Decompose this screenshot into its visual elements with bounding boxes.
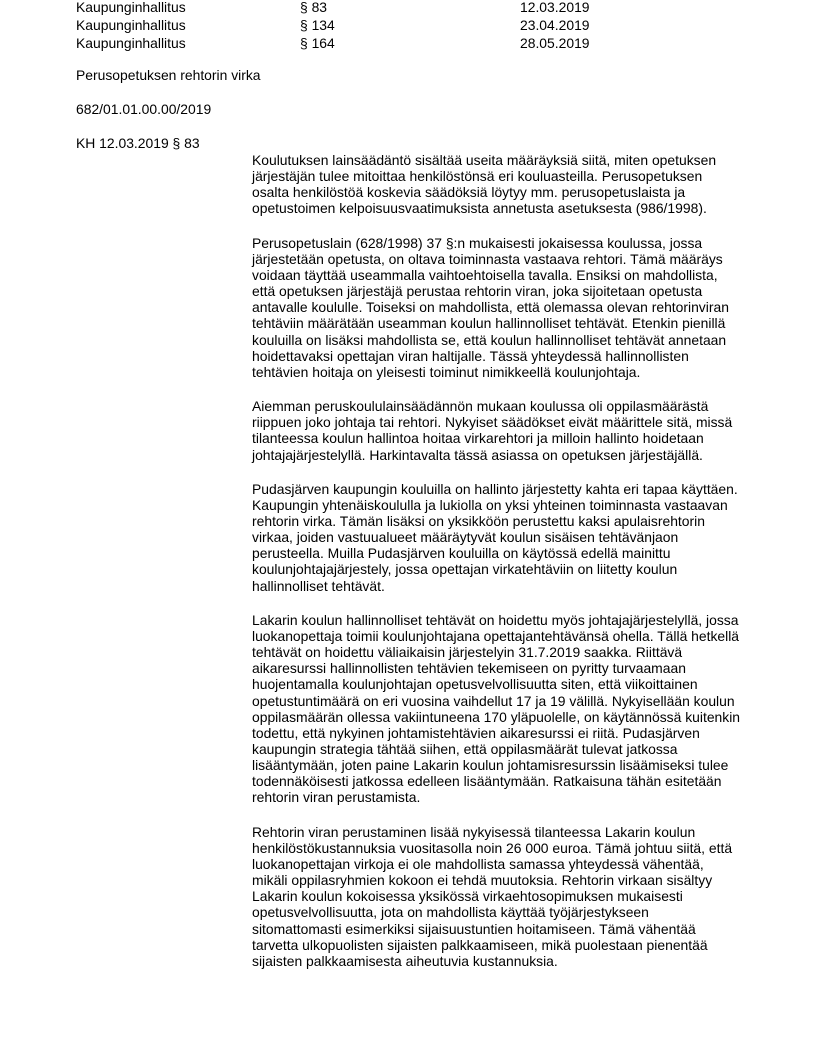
record-id: 682/01.01.00.00/2019 <box>76 101 212 117</box>
history-row <box>76 0 776 16</box>
history-body: Kaupunginhallitus <box>76 17 186 33</box>
history-row <box>76 16 776 34</box>
history-row <box>76 34 776 52</box>
body-paragraph: Aiemman peruskoululainsäädännön mukaan koulussa oli oppilasmäärästä riippuen joko johtaja tai rehtori. Nykyiset säädökset eivät määrittele sitä, missä tilanteessa koulun hallintoa hoitaa virkarehtori ja milloin hallinto hoidetaan johtajajärjestelyllä. Harkintavalta tässä asiassa on opetuksen järjestäjällä. <box>252 398 733 463</box>
history-section: § 83 <box>300 0 328 15</box>
meeting-reference: KH 12.03.2019 § 83 <box>76 135 200 151</box>
body-paragraph: Lakarin koulun hallinnolliset tehtävät on hoidettu myös johtajajärjestelyllä, jossa luokanopettaja toimii koulunjohtajana opettajantehtävänsä ohella. Tällä hetkellä tehtävät on hoidettu väliaikaisin järjestelyin 31.7.2019 saakka. Riittävä aikaresurssi hallinnollisten tehtävien tekemiseen on pyritty turvaamaan huojentamalla koulunjohtajan opetusvelvollisuutta siten, että viikoittainen opetustuntimäärä on eri vuosina vaihdellut 17 ja 19 välillä. Nykyisellään koulun oppilasmäärän ollessa vakiintuneena 170 yläpuolelle, on käytännössä kuitenkin todettu, että nykyinen johtamistehtävien aikaresurssi ei riitä. Pudasjärven kaupungin strategia tähtää siihen, että oppilasmäärät tulevat jatkossa lisääntymään, joten paine Lakarin koulun johtamisresurssin lisäämiseksi tulee todennäköisesti jatkossa edelleen lisääntymään. Ratkaisuna tähän esitetään rehtorin viran perustamista. <box>252 611 741 806</box>
decision-history-table <box>76 0 776 52</box>
document-body <box>252 152 742 987</box>
body-paragraph: Pudasjärven kaupungin kouluilla on hallinto järjestetty kahta eri tapaa käyttäen. Kaupungin yhtenäiskoululla ja lukiolla on yksi yhteinen toiminnasta vastaavan rehtorin virka. Tämän lisäksi on yksikköön perustettu kaksi apulaisrehtorin virkaa, joiden vastuualueet määräytyvät koulun sisäisen tehtävänjaon perusteella. Muilla Pudasjärven kouluilla on käytössä edellä mainittu koulunjohtajajärjestely, jossa opettajan virkatehtäviin on liitetty koulun hallinnolliset tehtävät. <box>252 480 738 594</box>
history-body: Kaupunginhallitus <box>76 35 186 51</box>
history-body: Kaupunginhallitus <box>76 0 186 15</box>
document-title: Perusopetuksen rehtorin virka <box>76 67 261 83</box>
history-section: § 134 <box>300 17 335 33</box>
history-date: 23.04.2019 <box>520 17 590 33</box>
history-date: 12.03.2019 <box>520 0 590 15</box>
history-section: § 164 <box>300 35 335 51</box>
body-paragraph: Koulutuksen lainsäädäntö sisältää useita määräyksiä siitä, miten opetuksen järjestäjän tulee mitoittaa henkilöstönsä eri kouluasteilla. Perusopetuksen osalta henkilöstöä koskevia säädöksiä löytyy mm. perusopetuslaista ja opetustoimen kelpoisuusvaatimuksista annetusta asetuksesta (986/1998). <box>252 152 717 217</box>
history-date: 28.05.2019 <box>520 35 590 51</box>
body-paragraph: Perusopetuslain (628/1998) 37 §:n mukaisesti jokaisessa koulussa, jossa järjestetään opetusta, on oltava toiminnasta vastaava rehtori. Tämä määräys voidaan täyttää useammalla vaihtoehtoisella tavalla. Ensiksi on mahdollista, että opetuksen järjestäjä perustaa rehtorin viran, joka sijoitetaan opetusta antavalle koululle. Toiseksi on mahdollista, että olemassa olevan rehtorinviran tehtäviin määrätään useamman koulun hallinnolliset tehtävät. Etenkin pienillä kouluilla on lisäksi mahdollista se, että koulun hallinnolliset tehtävät annetaan hoidettavaksi opettajan viran haltijalle. Tässä yhteydessä hallinnollisten tehtävien hoitaja on yleisesti toiminut nimikkeellä koulunjohtaja. <box>252 234 729 380</box>
body-paragraph: Rehtorin viran perustaminen lisää nykyisessä tilanteessa Lakarin koulun henkilöstökustannuksia vuositasolla noin 26 000 euroa. Tämä johtuu siitä, että luokanopettajan virkoja ei ole mahdollista samassa yhteydessä vähentää, mikäli oppilasryhmien kokoon ei tehdä muutoksia. Rehtorin virkaan sisältyy Lakarin koulun kokoisessa yksikössä virkaehtosopimuksen mukaisesti opetusvelvollisuutta, jota on mahdollista käyttää työjärjestykseen sitomattomasti esimerkiksi sijaisuustuntien hoitamiseen. Tämä vähentää tarvetta ulkopuolisten sijaisten palkkaamiseen, mikä puolestaan pienentää sijaisten palkkaamisesta aiheutuvia kustannuksia. <box>252 823 733 969</box>
